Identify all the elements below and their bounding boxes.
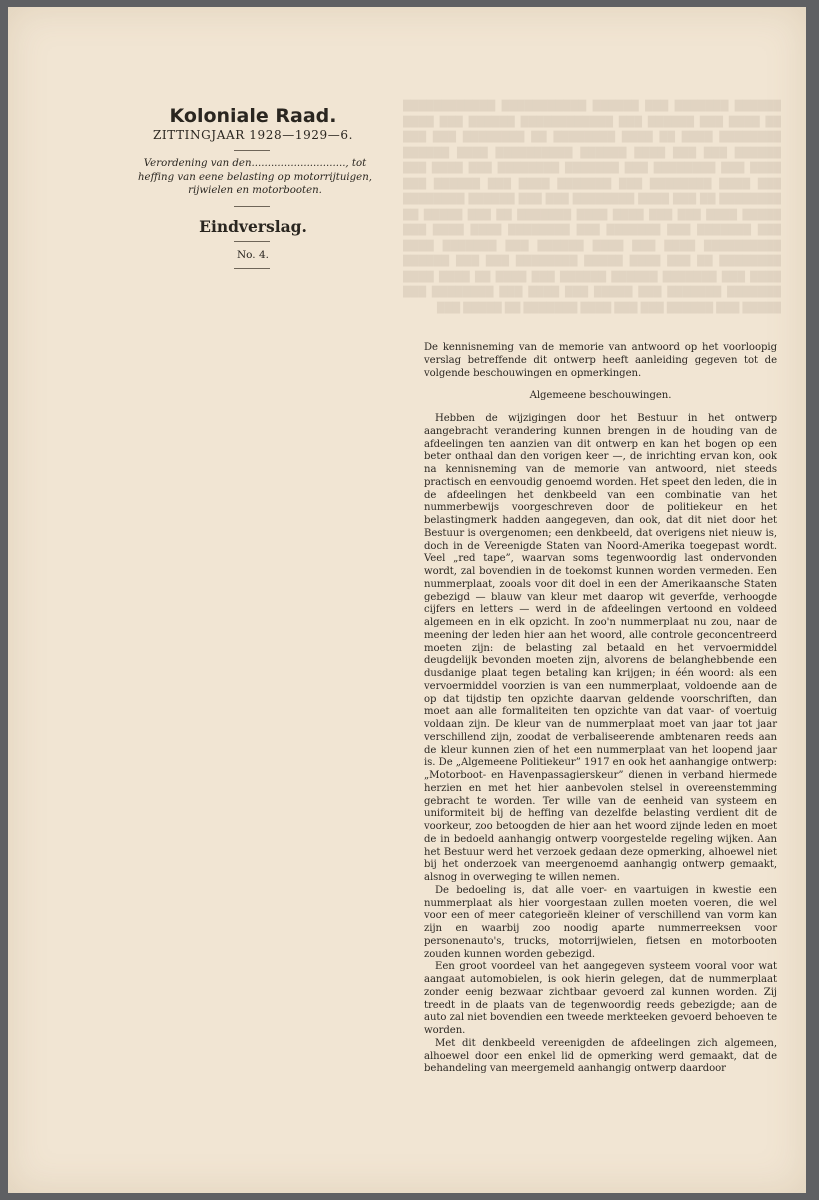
- body-paragraph: Een groot voordeel van het aangegeven systeem vooral voor wat aangaat automobielen, is ook hierin gelegen, dat de nummerplaat zonder eenig bezwaar zichtbaar gevoerd zal kunnen worden. Zij treedt in de plaats van de tegenwoordig reeds gebezigde; aan de auto zal niet bovendien een tweede merkteeken gevoerd behoeven te worden.: [424, 961, 777, 1036]
- section-heading: Algemeene beschouwingen.: [529, 390, 672, 402]
- report-body: [424, 342, 777, 1076]
- session-year: ZITTINGJAAR 1928—1929—6.: [152, 128, 354, 142]
- divider: [234, 241, 270, 242]
- body-paragraph: Hebben de wijzigingen door het Bestuur in het ontwerp aangebracht verandering kunnen brengen in de houding van de afdeelingen ten aanzien van dit ontwerp en kan het bogen op een beter onthaal dan den vorigen keer —, de inrichting ervan kon, ook na kennisneming van de memorie van antwoord, niet steeds practisch en eenvoudig genoemd worden. Het speet den leden, die in de afdeelingen het denkbeeld van een combinatie van het nummerbewijs voorgeschreven door de politiekeur en het belastingmerk hadden aangegeven, dan ook, dat dit niet door het Bestuur is overgenomen; een denkbeeld, dat overigens niet nieuw is, doch in de Vereenigde Staten van Noord-Amerika toegepast wordt. Veel „red tape”, waarvan soms tegenwoordig last ondervonden wordt, zal bovendien in de toekomst kunnen worden vermeden. Een nummerplaat, zooals voor dit doel in een der Amerikaansche Staten gebezigd — blauw van kleur met daarop wit geverfde, verhoogde cijfers en letters — werd in de afdeelingen vertoond en voldeed algemeen en in elk opzicht. In zoo'n nummerplaat nu zou, naar de meening der leden hier aan het woord, alle controle geconcentreerd moeten zijn: de belasting zal betaald en het vervoermiddel deugdelijk bevonden moeten zijn, alvorens de belanghebbende een dusdanige plaat tegen betaling kan krijgen; in één woord: als een vervoermiddel voorzien is van een nummerplaat, voldoende aan de op dat tijdstip ten opzichte daarvan geldende voorschriften, dan moet aan alle formaliteiten ten opzichte van dat vaar- of voertuig voldaan zijn. De kleur van de nummerplaat moet van jaar tot jaar verschillend zijn, zoodat de verbaliseerende ambtenaren reeds aan de kleur kunnen zien of het een nummerplaat van het loopend jaar is. De „Algemeene Politiekeur” 1917 en ook het aanhangige ontwerp: „Motorboot- en Havenpassagierskeur” dienen in verband hiermede herzien en met het hier aanbevolen stelsel in overeenstemming gebracht te worden. Ter wille van de eenheid van systeem en uniformiteit bij de heffing van dezelfde belasting verdient dit de voorkeur, zoo betoogden de hier aan het woord zijnde leden en moet de in bedoeld aanhangig ontwerp voorgestelde regeling wijken. Aan het Bestuur werd het verzoek gedaan deze opmerking, alhoewel niet bij het onderzoek van meergenoemd aanhangig ontwerp gemaakt, alsnog in overweging te willen nemen.: [424, 413, 777, 883]
- document-page: [8, 7, 806, 1193]
- intro-paragraph: De kennisneming van de memorie van antwoord op het voorloopig verslag betreffende dit ontwerp heeft aanleiding gegeven tot de volgende beschouwingen en opmerkingen.: [424, 342, 777, 379]
- document-number: No. 4.: [236, 249, 270, 261]
- council-title: Koloniale Raad.: [169, 105, 337, 127]
- divider: [234, 206, 270, 207]
- bleed-through-text: ██████ ███████ ███ ██████ ███████████ ████████████ ██ ████ ███ ██████ ███ ████████████ ██████ ███ ████ ████████ ████ ██ ████ ████████ ██ ████████ ███ ███ ██████ ███ ███ ████ ██████ ██████████ ████ ██████ ████ ███ ████████ ███ ███████ ████████ ███ ████ ███ ███ ████ ████████ ███ ███████ ████ ███ ██████ ███ ████████ ██ ███ ████ ████████ ███ ███ ██████ ████████ █████ ████ ███ ███ ████ ████ ███████ ██ ███ █████ ██ ███ ███████ ███ ███████ ███ ████████ ████ ████ ███ ██████████ ████ ███ ████ ██████ ███ ███████ ████ ████████ ██ ███ ████ █████ ████████ ███ ███ ██████ ████ ███ ███████ ██████ ██████ ███ ████ ██ ████ ████ ███████ ███████ ███ █████ ███ ████ ███ ████████ ███ █████ ███ ██████ ███ ███ ████ ███████ ██ █████ ███: [403, 101, 781, 314]
- divider: [234, 268, 270, 269]
- divider: [234, 150, 270, 151]
- body-paragraph: De bedoeling is, dat alle voer- en vaartuigen in kwestie een nummerplaat als hier voorgestaan zullen moeten voeren, die wel voor een of meer categorieën kleiner of verschillend van vorm kan zijn en waarbij zoo noodig aparte nummerreeksen voor personenauto's, trucks, motorrijwielen, fietsen en motorbooten zouden kunnen worden gebezigd.: [424, 884, 777, 960]
- body-paragraph: Met dit denkbeeld vereenigden de afdeelingen zich algemeen, alhoewel door een enkel lid de opmerking werd gemaakt, dat de behandeling van meergemeld aanhangig ontwerp daardoor: [424, 1037, 777, 1075]
- report-title: Eindverslag.: [199, 217, 307, 236]
- ordinance-description: Verordening van den............................., tot heffing van eene belasting op motorrijtuigen, rijwielen en motorbooten.: [137, 158, 373, 196]
